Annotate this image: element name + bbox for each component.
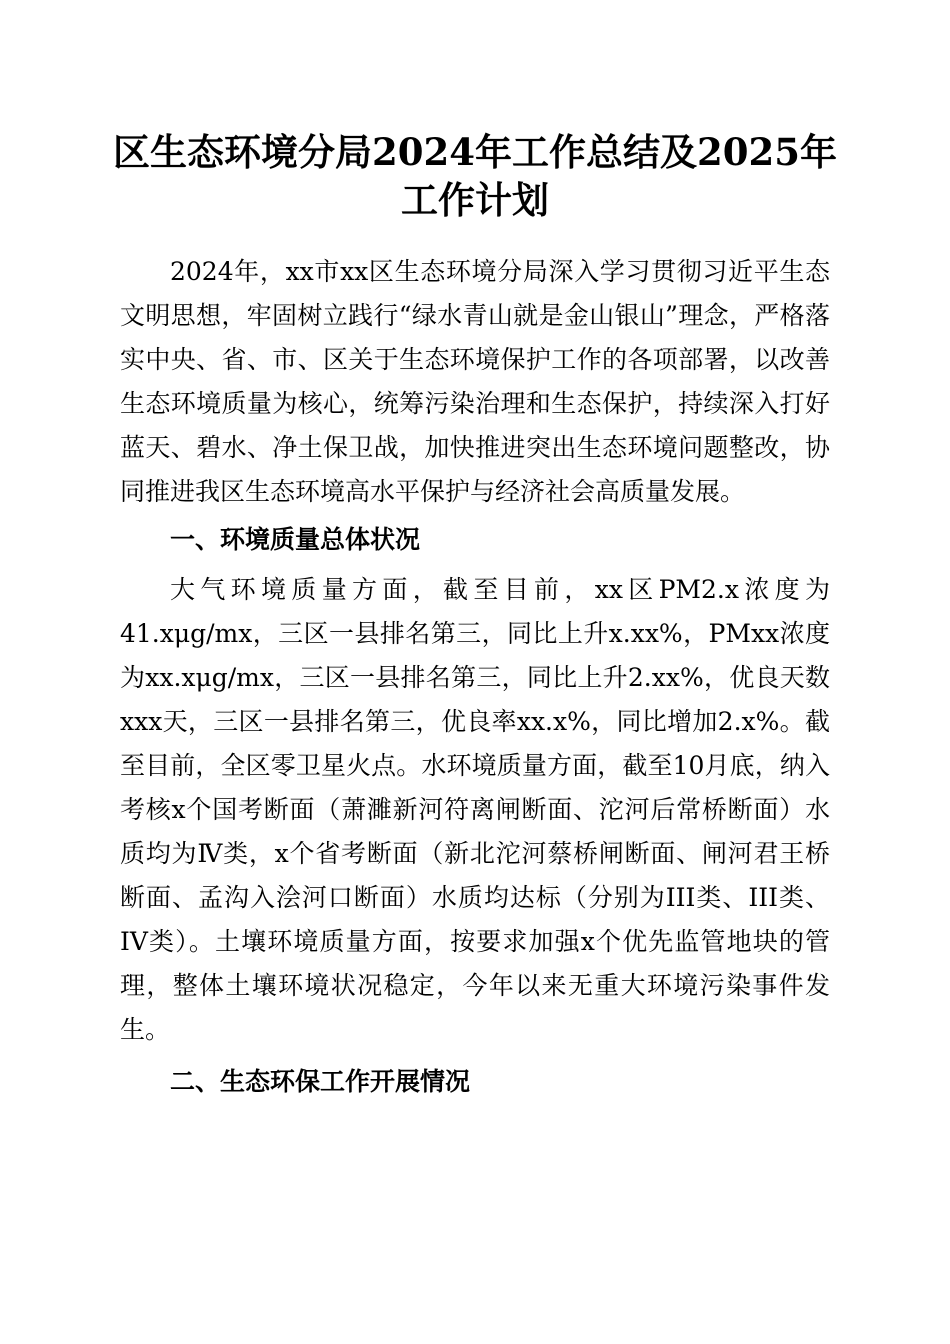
environment-quality-paragraph: 大气环境质量方面，截至目前，xx区PM2.x浓度为41.xμg/mx，三区一县排名第三，同比上升x.xx%，PMxx浓度为xx.xμg/mx，三区一县排名第三，同比上升2.xx%，优良天数xxx天，三区一县排名第三，优良率xx.x%，同比增加2.x%。截至目前，全区零卫星火点。水环境质量方面，截至10月底，纳入考核x个国考断面（萧濉新河符离闸断面、沱河后常桥断面）水质均为Ⅳ类，x个省考断面（新北沱河蔡桥闸断面、闸河君王桥断面、孟沟入浍河口断面）水质均达标（分别为III类、III类、IV类）。土壤环境质量方面，按要求加强x个优先监管地块的管理，整体土壤环境状况稳定，今年以来无重大环境污染事件发生。 xyxy=(120,575,830,1044)
section-heading-environment-quality: 一、环境质量总体状况 xyxy=(170,525,421,554)
intro-paragraph: 2024年，xx市xx区生态环境分局深入学习贯彻习近平生态文明思想，牢固树立践行“绿水青山就是金山银山”理念，严格落实中央、省、市、区关于生态环境保护工作的各项部署，以改善生态环境质量为核心，统筹污染治理和生态保护，持续深入打好蓝天、碧水、净土保卫战，加快推进突出生态环境问题整改，协同推进我区生态环境高水平保护与经济社会高质量发展。 xyxy=(120,257,830,506)
document-title: 区生态环境分局2024年工作总结及2025年工作计划 xyxy=(113,130,837,222)
section-heading-work-progress: 二、生态环保工作开展情况 xyxy=(170,1067,471,1096)
